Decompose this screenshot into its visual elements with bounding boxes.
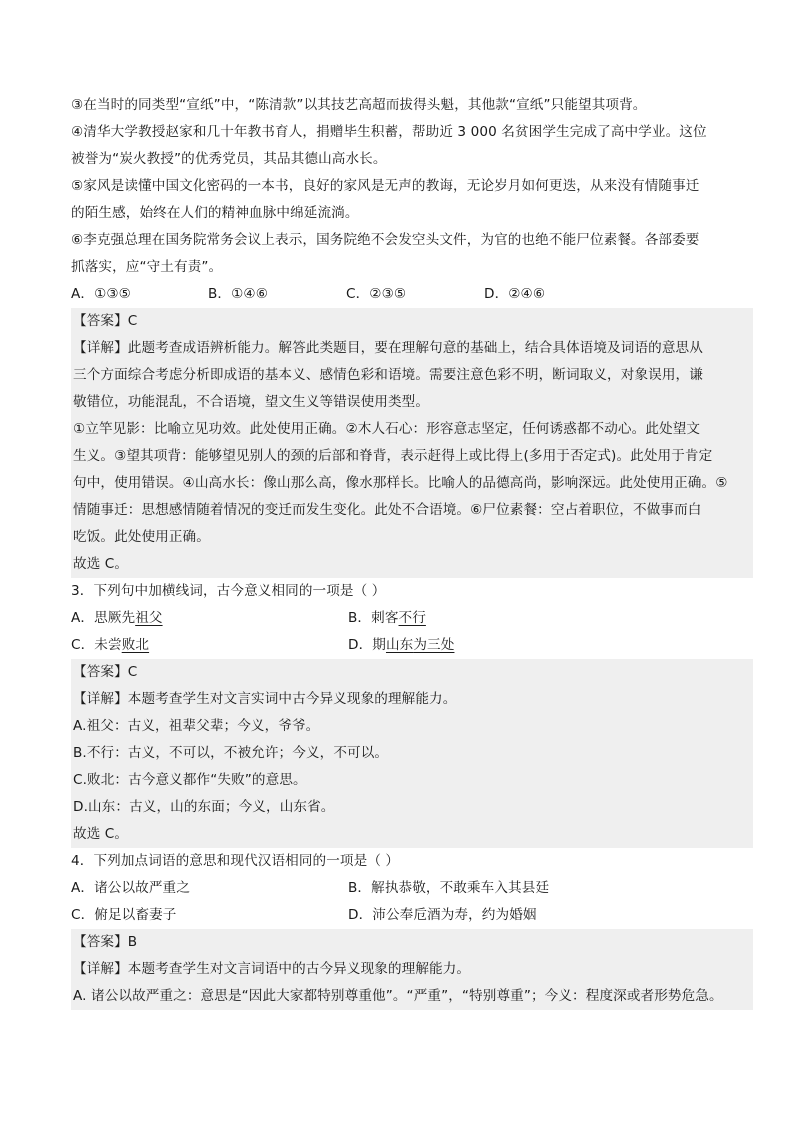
q2-item-6-line2: 抓落实，应“守土有责”。: [71, 259, 223, 275]
q2-conclusion: 故选 C。: [71, 551, 753, 578]
q3-answer: 【答案】C: [71, 659, 753, 686]
q2-detail-line: 【详解】此题考查成语辨析能力。解答此类题目，要在理解句意的基础上，结合具体语境及词语的意思从: [71, 335, 753, 362]
q4-stem: 4．下列加点词语的意思和现代汉语相同的一项是（ ）: [71, 853, 400, 869]
q4-option-c: C．俯足以畜妻子: [71, 907, 177, 923]
q3-detail-line: 【详解】本题考查学生对文言实词中古今异义现象的理解能力。: [71, 686, 753, 713]
q2-options: [71, 281, 753, 308]
q2-option-c: C．②③⑤: [346, 286, 407, 302]
q2-item-4-line2: 被誉为“炭火教授”的优秀党员，其品其德山高水长。: [71, 151, 387, 167]
q2-answer: 【答案】C: [71, 308, 753, 335]
q2-option-b: B．①④⑥: [208, 286, 268, 302]
q4-answer: 【答案】B: [71, 929, 753, 956]
q4-detail-line: 【详解】本题考查学生对文言词语中的古今异义现象的理解能力。: [71, 956, 753, 983]
q4-answer-block: [71, 929, 753, 1010]
q2-detail-line: 吃饭。此处使用正确。: [71, 524, 753, 551]
q3-answer-block: [71, 659, 753, 848]
q2-detail-line: 三个方面综合考虑分析即成语的基本义、感情色彩和语境。需要注意色彩不明，断词取义，对象误用，谦: [71, 362, 753, 389]
q3-detail-line: A.祖父：古义，祖辈父辈；今义，爷爷。: [71, 713, 753, 740]
q2-detail-line: 生义。③望其项背：能够望见别人的颈的后部和脊背，表示赶得上或比得上(多用于否定式)。此处用于肯定: [71, 443, 753, 470]
q2-detail-line: 敬错位，功能混乱，不合语境，望文生义等错误使用类型。: [71, 389, 753, 416]
q2-item-4-line1: ④清华大学教授赵家和几十年教书育人，捐赠毕生积蓄，帮助近 3 000 名贫困学生完成了高中学业。这位: [71, 124, 707, 140]
q4-option-a: A．诸公以故严重之: [71, 880, 190, 896]
q2-option-a: A．①③⑤: [71, 286, 131, 302]
q3-option-b: B．刺客不行: [348, 610, 426, 626]
q3-option-d: D．期山东为三处: [348, 637, 455, 653]
q2-detail-line: 情随事迁：思想感情随着情况的变迁而发生变化。此处不合语境。⑥尸位素餐：空占着职位，不做事而白: [71, 497, 753, 524]
q4-option-b: B．解执恭敬，不敢乘车入其县廷: [348, 880, 550, 896]
q2-item-3: ③在当时的同类型“宣纸”中，“陈清款”以其技艺高超而拔得头魁，其他款“宣纸”只能望其项背。: [71, 97, 647, 113]
q2-item-6-line1: ⑥李克强总理在国务院常务会议上表示，国务院绝不会发空头文件，为官的也绝不能尸位素餐。各部委要: [71, 232, 700, 248]
q3-detail-line: D.山东：古义，山的东面；今义，山东省。: [71, 794, 753, 821]
q2-item-5-line2: 的陌生感，始终在人们的精神血脉中绵延流淌。: [71, 205, 359, 221]
q2-detail-line: 句中，使用错误。④山高水长：像山那么高，像水那样长。比喻人的品德高尚，影响深远。此处使用正确。⑤: [71, 470, 753, 497]
q4-options-row1: [71, 875, 753, 902]
q2-item-5-line1: ⑤家风是读懂中国文化密码的一本书，良好的家风是无声的教诲，无论岁月如何更迭，从来没有情随事迁: [71, 178, 700, 194]
q3-stem: 3．下列句中加横线词，古今意义相同的一项是（ ）: [71, 583, 386, 599]
q3-detail-line: B.不行：古义，不可以，不被允许；今义，不可以。: [71, 740, 753, 767]
q4-options-row2: [71, 902, 753, 929]
q2-option-d: D．②④⑥: [484, 286, 546, 302]
document-page: [71, 92, 753, 1010]
q3-conclusion: 故选 C。: [71, 821, 753, 848]
q4-detail-line: A. 诸公以故严重之：意思是“因此大家都特别尊重他”。“严重”，“特别尊重”；今义：程度深或者形势危急。: [71, 983, 753, 1010]
q3-options-row2: [71, 632, 753, 659]
q2-detail-line: ①立竿见影：比喻立见功效。此处使用正确。②木人石心：形容意志坚定，任何诱惑都不动心。此处望文: [71, 416, 753, 443]
q3-detail-line: C.败北：古今意义都作“失败”的意思。: [71, 767, 753, 794]
q4-option-d: D．沛公奉卮酒为寿，约为婚姻: [348, 907, 537, 923]
q3-option-a: A．思厥先祖父: [71, 610, 163, 626]
q2-answer-block: [71, 308, 753, 578]
q3-options-row1: [71, 605, 753, 632]
q3-option-c: C．未尝败北: [71, 637, 150, 653]
